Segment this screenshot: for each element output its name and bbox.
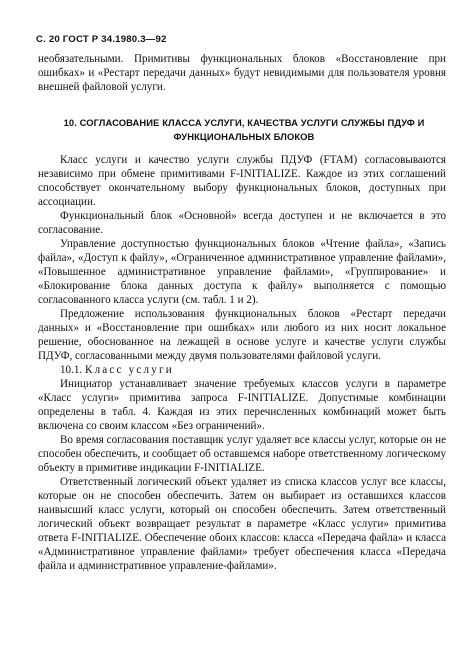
subsection-paragraph-1: Инициатор устанавливает значение требуемых классов услуги в параметре «Класс услуги» примитива запроса F-INITIALIZE. Допустимые комбинации определены в табл. 4. Каждая из этих перечисленных комбинаций может быть включена со своим классом «Без ограничений». [38, 378, 446, 432]
section-paragraph-1: Класс услуги и качество услуги службы ПДУФ (FTAM) согласовываются независимо при обмене примитивами F-INITIALIZE. Каждое из этих соглашений способствует окончательному выбору функциональных блоков, доступных при ассоциации. [38, 154, 446, 208]
subsection-title: Класс услуги [84, 364, 174, 376]
section-paragraph-3: Управление доступностью функциональных блоков «Чтение файла», «Запись файла», «Доступ к файлу», «Ограниченное административное управление файлами», «Повышенное административное управление файлами», «Группирование» и «Блокирование блока данных доступа к файлу» выполняется с помощью согласованного класса услуги (см. табл. 1 и 2). [38, 238, 446, 306]
subsection-paragraph-2: Во время согласования поставщик услуг удаляет все классы услуг, которые он не способен обеспечить, и сообщает об оставшемся наборе ответственному логическому объекту в примитиве индикации F-INITIALIZE. [38, 434, 446, 474]
intro-block [38, 52, 446, 94]
section-heading: 10. СОГЛАСОВАНИЕ КЛАССА УСЛУГИ, КАЧЕСТВА УСЛУГИ СЛУЖБЫ ПДУФ И ФУНКЦИОНАЛЬНЫХ БЛОКОВ [63, 117, 425, 142]
section-paragraph-2: Функциональный блок «Основной» всегда доступен и не включается в это согласование. [38, 210, 446, 236]
subsection-number: 10.1. [60, 364, 83, 376]
section-paragraph-4: Предложение использования функциональных блоков «Рестарт передачи данных» и «Восстановление при ошибках» или любого из них носит локальное решение, обоснованное на лежащей в основе услуге и качестве услуги службы ПДУФ, согласованными между двумя пользователями файловой услуги. [38, 308, 446, 362]
intro-paragraph: необязательными. Примитивы функциональных блоков «Восстановление при ошибках» и «Рестарт передачи данных» будут невидимыми для пользователя уровня внешней файловой услуги. [38, 53, 446, 93]
subsection-heading [38, 363, 446, 377]
running-head: С. 20 ГОСТ Р 34.1980.3—92 [36, 34, 167, 45]
section-body [38, 153, 446, 573]
subsection-paragraph-3: Ответственный логический объект удаляет из списка классов услуг все классы, которые он не способен обеспечить. Затем он выбирает из оставшихся классов наивысший класс услуги, который он способен обеспечить. Затем ответственный логический объект возвращает результат в параметре «Класс услуги» примитива ответа F-INITIALIZE. Обеспечение обоих классов: класса «Передача файла» и класса «Административное управление файлами» требует обеспечения класса «Передача файла и административное управление-файлами». [38, 476, 446, 572]
